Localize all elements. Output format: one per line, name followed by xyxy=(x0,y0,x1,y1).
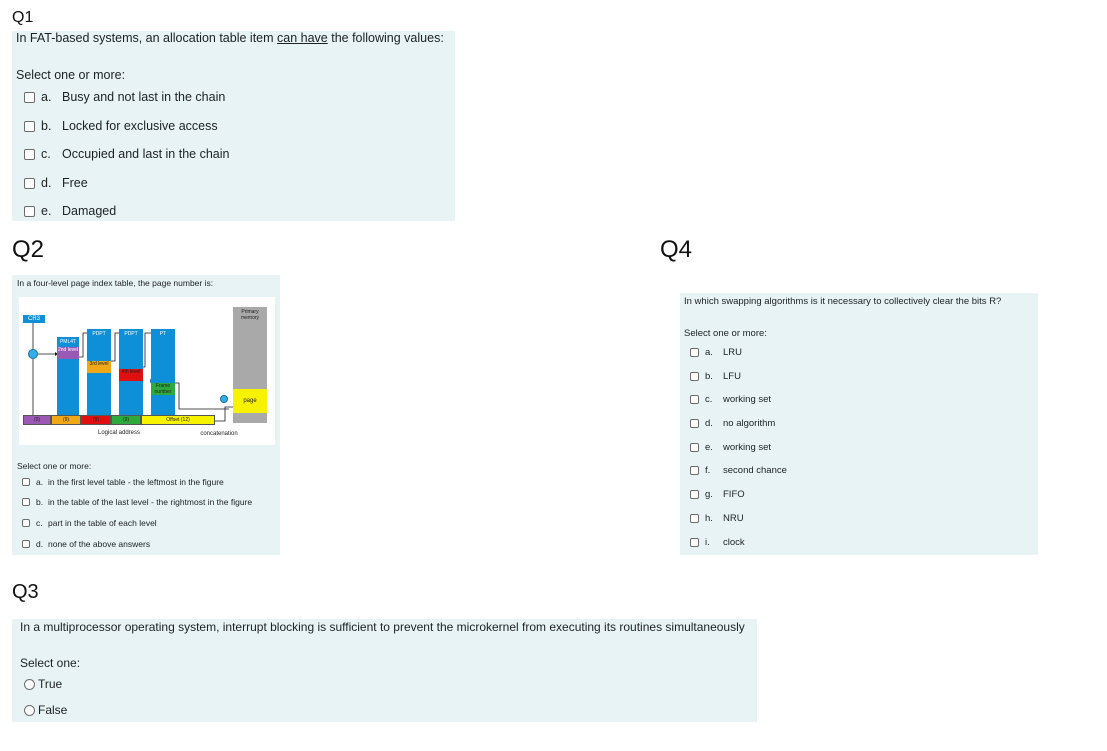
q4-option-b[interactable] xyxy=(690,371,741,382)
option-letter: e. xyxy=(41,204,52,218)
q2-question: In a four-level page index table, the page number is: xyxy=(17,278,214,288)
adder-icon xyxy=(220,395,228,403)
q2-prompt: Select one or more: xyxy=(17,461,92,471)
q4-question: In which swapping algorithms is it necessary to collectively clear the bits R? xyxy=(684,296,1002,307)
q4-option-h[interactable] xyxy=(690,513,744,524)
checkbox[interactable] xyxy=(24,92,35,103)
option-text: in the first level table - the leftmost in the figure xyxy=(48,477,224,487)
option-text: LRU xyxy=(723,347,743,358)
pml4t-table: PML4T 2nd level xyxy=(57,337,79,423)
pt-entry: Frame number xyxy=(151,383,175,395)
radio-button[interactable] xyxy=(24,705,35,716)
option-letter: h. xyxy=(705,513,713,524)
option-text: FIFO xyxy=(723,489,745,500)
checkbox[interactable] xyxy=(690,490,699,499)
checkbox[interactable] xyxy=(24,206,35,217)
option-letter: c. xyxy=(41,147,51,161)
q4-option-f[interactable] xyxy=(690,465,787,476)
option-text: part in the table of each level xyxy=(48,518,157,528)
q3-heading: Q3 xyxy=(12,581,39,603)
q1-question-emphasis: can have xyxy=(277,31,328,45)
checkbox[interactable] xyxy=(24,178,35,189)
option-text: Locked for exclusive access xyxy=(62,119,218,133)
option-text: Free xyxy=(62,176,88,190)
pt-table: PT Frame number xyxy=(151,329,175,423)
pml4t-entry: 2nd level xyxy=(57,347,79,359)
option-letter: d. xyxy=(705,418,713,429)
q4-heading: Q4 xyxy=(660,236,693,263)
q4-panel xyxy=(680,293,1038,555)
page-table-diagram xyxy=(19,297,275,445)
q1-panel xyxy=(12,31,455,221)
q2-option-c[interactable] xyxy=(22,518,157,528)
pdpt-table-2: PDPT 4th level xyxy=(119,329,143,423)
pdpt-table: PDPT 3rd level xyxy=(87,329,111,423)
option-text: NRU xyxy=(723,513,744,524)
address-segment: (9) xyxy=(111,415,141,425)
q3-question: In a multiprocessor operating system, interrupt blocking is sufficient to prevent the microkernel from executing its routines simultaneously xyxy=(20,620,745,634)
q3-option-true[interactable] xyxy=(24,677,62,691)
pdpt-entry: 3rd level xyxy=(87,361,111,373)
checkbox[interactable] xyxy=(690,443,699,452)
option-letter: a. xyxy=(705,347,713,358)
q4-prompt: Select one or more: xyxy=(684,328,767,339)
option-letter: a. xyxy=(36,477,44,487)
q2-option-b[interactable] xyxy=(22,497,252,507)
radio-button[interactable] xyxy=(24,679,35,690)
page-frame: page xyxy=(233,389,267,413)
q1-prompt: Select one or more: xyxy=(16,68,126,82)
option-letter: c. xyxy=(705,394,713,405)
q2-heading: Q2 xyxy=(12,236,45,263)
q1-option-a[interactable] xyxy=(24,90,225,104)
primary-memory: Primary memory page xyxy=(233,307,267,423)
option-letter: d. xyxy=(36,539,44,549)
checkbox[interactable] xyxy=(690,419,699,428)
q1-option-c[interactable] xyxy=(24,147,229,161)
q2-option-d[interactable] xyxy=(22,539,150,549)
option-letter: a. xyxy=(41,90,52,104)
q1-option-e[interactable] xyxy=(24,204,116,218)
address-segment: (9) xyxy=(23,415,51,425)
adder-icon xyxy=(28,349,38,359)
option-text: none of the above answers xyxy=(48,539,151,549)
option-letter: g. xyxy=(705,489,713,500)
checkbox[interactable] xyxy=(690,466,699,475)
q1-option-b[interactable] xyxy=(24,119,218,133)
option-letter: d. xyxy=(41,176,52,190)
logical-address-label: Logical address xyxy=(97,430,141,436)
option-text: working set xyxy=(723,394,772,405)
concatenation-label: concatenation xyxy=(200,431,238,437)
pdpt2-entry: 4th level xyxy=(119,369,143,381)
option-letter: c. xyxy=(36,518,43,528)
q2-panel xyxy=(12,275,280,555)
q4-option-a[interactable] xyxy=(690,347,742,358)
q4-option-d[interactable] xyxy=(690,418,775,429)
q1-question: In FAT-based systems, an allocation table item can have the following values: xyxy=(16,31,444,45)
option-text: True xyxy=(38,677,63,691)
q4-option-c[interactable] xyxy=(690,394,771,405)
cr3-register: CR3 xyxy=(23,315,45,323)
option-letter: i. xyxy=(705,537,710,548)
option-text: False xyxy=(38,703,68,717)
address-offset: Offset (12) xyxy=(141,415,215,425)
checkbox[interactable] xyxy=(22,519,30,527)
option-letter: b. xyxy=(705,371,713,382)
checkbox[interactable] xyxy=(690,514,699,523)
option-letter: b. xyxy=(41,119,52,133)
q4-option-i[interactable] xyxy=(690,537,745,548)
q3-option-false[interactable] xyxy=(24,703,67,717)
option-text: Busy and not last in the chain xyxy=(62,90,226,104)
option-letter: e. xyxy=(705,442,713,453)
checkbox[interactable] xyxy=(690,372,699,381)
q1-heading: Q1 xyxy=(12,9,34,26)
option-text: clock xyxy=(723,537,745,548)
option-text: second chance xyxy=(723,465,787,476)
address-segment: (9) xyxy=(51,415,81,425)
option-text: Damaged xyxy=(62,204,117,218)
q2-option-a[interactable] xyxy=(22,477,224,487)
checkbox[interactable] xyxy=(22,540,30,548)
checkbox[interactable] xyxy=(22,478,30,486)
option-text: Occupied and last in the chain xyxy=(62,147,230,161)
option-text: LFU xyxy=(723,371,741,382)
option-text: no algorithm xyxy=(723,418,776,429)
checkbox[interactable] xyxy=(24,149,35,160)
checkbox[interactable] xyxy=(24,121,35,132)
option-letter: f. xyxy=(705,465,711,476)
checkbox[interactable] xyxy=(690,348,699,357)
checkbox[interactable] xyxy=(22,498,30,506)
q3-panel xyxy=(12,619,757,722)
option-text: in the table of the last level - the rightmost in the figure xyxy=(48,497,253,507)
q3-prompt: Select one: xyxy=(20,656,81,670)
q4-option-g[interactable] xyxy=(690,489,745,500)
option-text: working set xyxy=(723,442,772,453)
option-letter: b. xyxy=(36,497,44,507)
checkbox[interactable] xyxy=(690,395,699,404)
checkbox[interactable] xyxy=(690,538,699,547)
q1-option-d[interactable] xyxy=(24,176,88,190)
address-segment: (9) xyxy=(81,415,111,425)
q4-option-e[interactable] xyxy=(690,442,771,453)
